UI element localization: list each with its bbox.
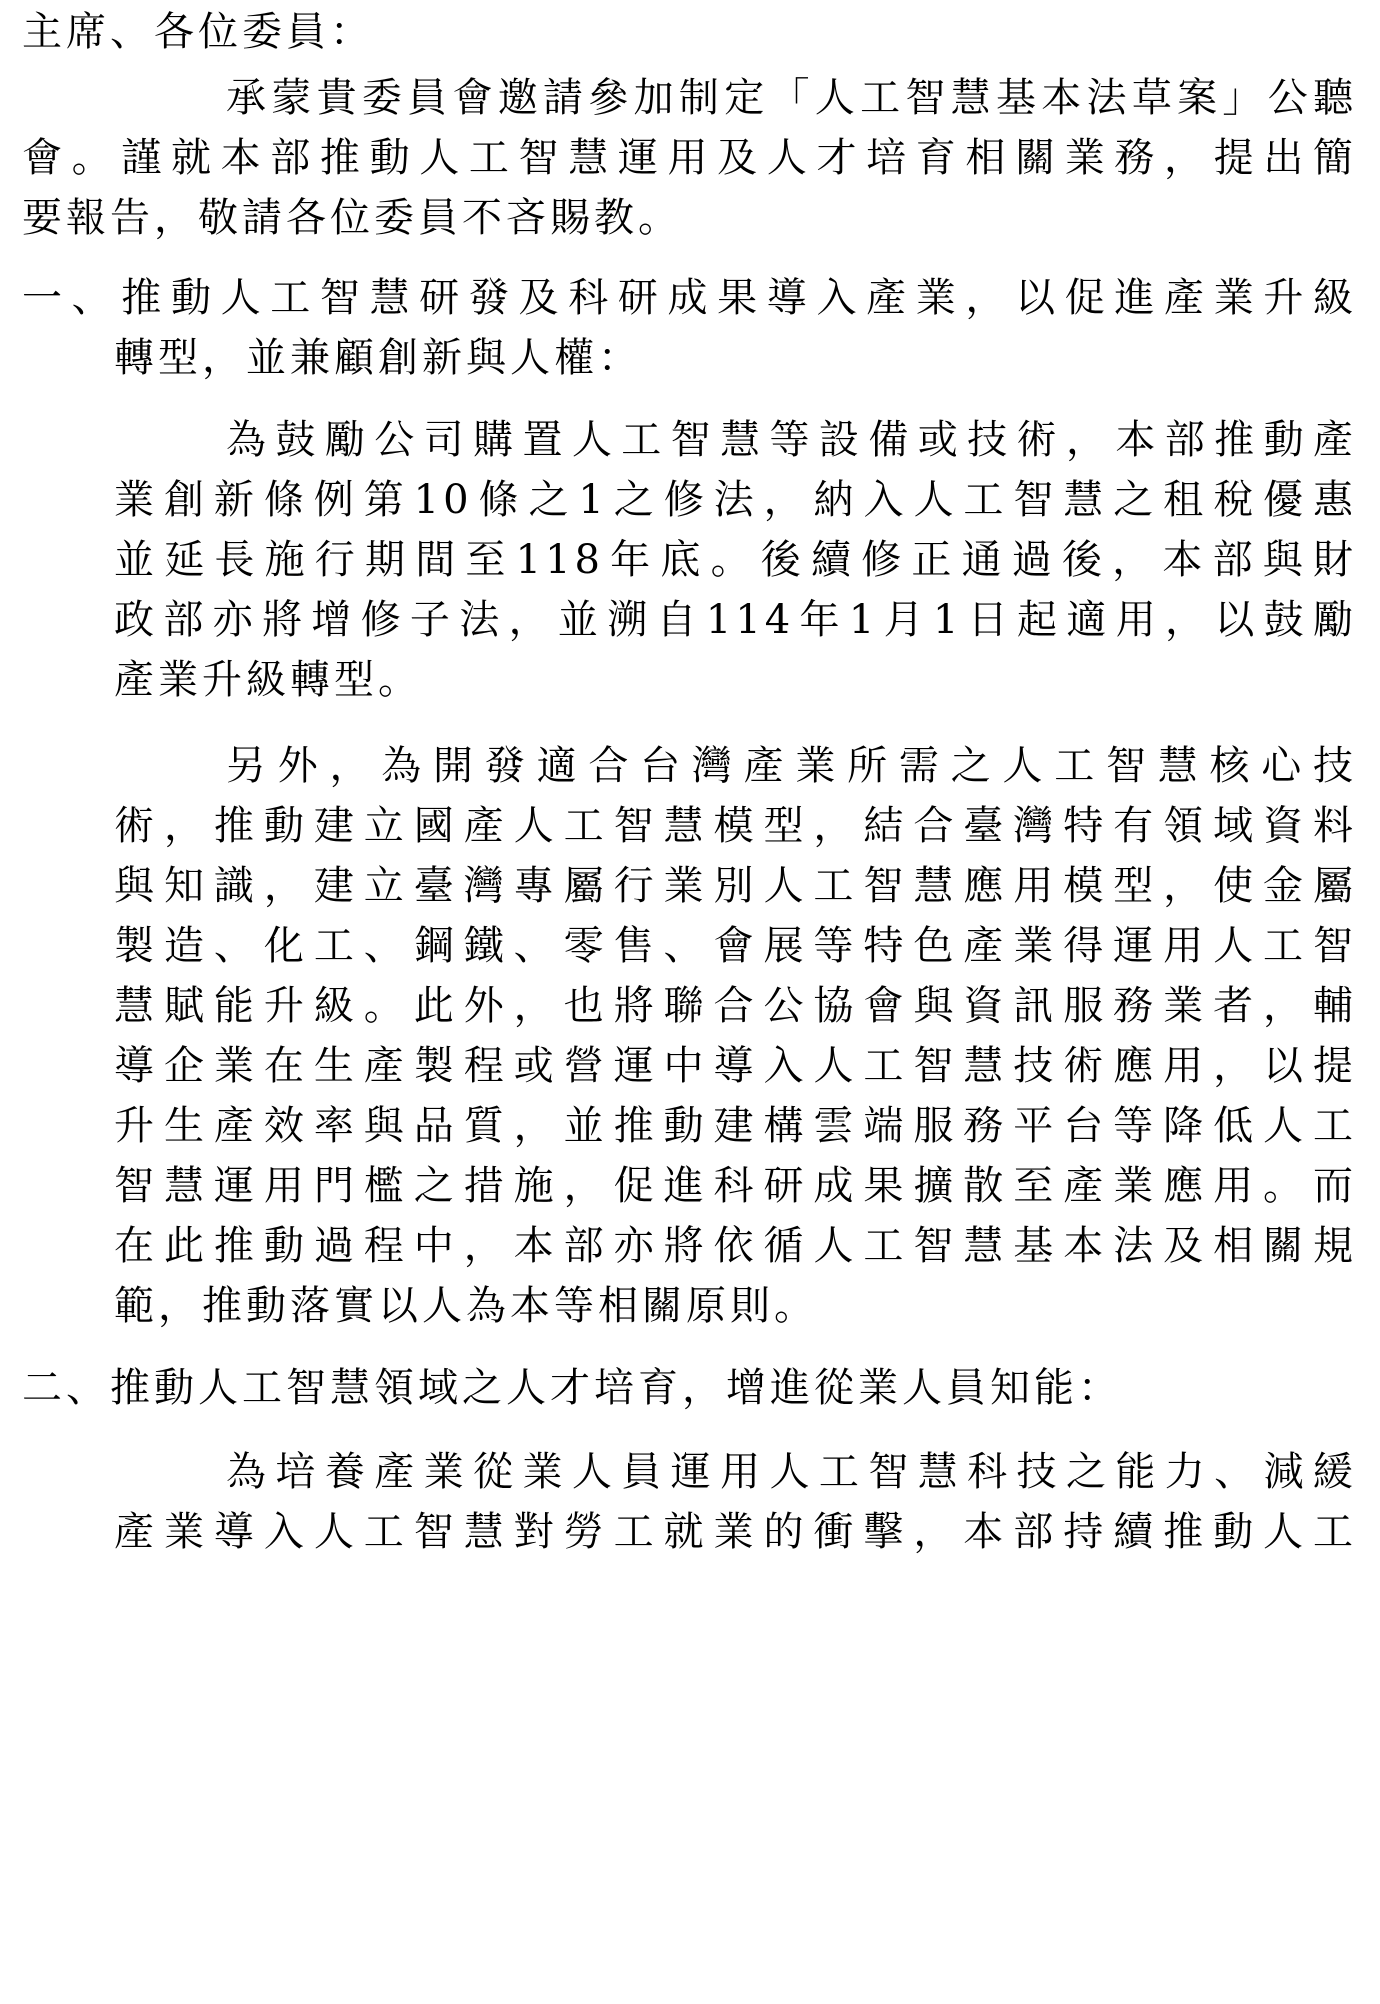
- paragraph-line: 升生產效率與品質，並推動建構雲端服務平台等降低人工: [114, 1103, 1357, 1149]
- paragraph-line: 術，推動建立國產人工智慧模型，結合臺灣特有領域資料: [114, 803, 1357, 849]
- section-1-heading-line: 轉型，並兼顧創新與人權：: [114, 335, 642, 381]
- paragraph-line: 導企業在生產製程或營運中導入人工智慧技術應用，以提: [114, 1043, 1357, 1089]
- paragraph-line: 與知識，建立臺灣專屬行業別人工智慧應用模型，使金屬: [114, 863, 1357, 909]
- paragraph-line: 智慧運用門檻之措施，促進科研成果擴散至產業應用。而: [114, 1163, 1357, 1209]
- paragraph-line: 業創新條例第10條之1之修法，納入人工智慧之租稅優惠: [114, 477, 1357, 523]
- paragraph-line: 產業升級轉型。: [114, 657, 422, 703]
- paragraph-line: 產業導入人工智慧對勞工就業的衝擊，本部持續推動人工: [114, 1509, 1357, 1555]
- paragraph-line: 並延長施行期間至118年底。後續修正通過後，本部與財: [114, 537, 1357, 583]
- intro-line: 承蒙貴委員會邀請參加制定「人工智慧基本法草案」公聽: [226, 75, 1357, 121]
- paragraph-line: 慧賦能升級。此外，也將聯合公協會與資訊服務業者，輔: [114, 983, 1357, 1029]
- paragraph-line: 為鼓勵公司購置人工智慧等設備或技術，本部推動產: [226, 417, 1357, 463]
- intro-line: 會。謹就本部推動人工智慧運用及人才培育相關業務，提出簡: [22, 135, 1357, 181]
- paragraph-line: 製造、化工、鋼鐵、零售、會展等特色產業得運用人工智: [114, 923, 1357, 969]
- intro-line: 要報告，敬請各位委員不吝賜教。: [22, 195, 682, 241]
- salutation: 主席、各位委員：: [22, 9, 374, 55]
- paragraph-line: 在此推動過程中，本部亦將依循人工智慧基本法及相關規: [114, 1223, 1357, 1269]
- paragraph-line: 另外，為開發適合台灣產業所需之人工智慧核心技: [226, 743, 1357, 789]
- paragraph-line: 政部亦將增修子法，並溯自114年1月1日起適用，以鼓勵: [114, 597, 1357, 643]
- paragraph-line: 範，推動落實以人為本等相關原則。: [114, 1283, 818, 1329]
- section-1-heading-line: 一、推動人工智慧研發及科研成果導入產業，以促進產業升級: [22, 275, 1357, 321]
- paragraph-line: 為培養產業從業人員運用人工智慧科技之能力、減緩: [226, 1449, 1357, 1495]
- section-2-heading-line: 二、推動人工智慧領域之人才培育，增進從業人員知能：: [22, 1365, 1122, 1411]
